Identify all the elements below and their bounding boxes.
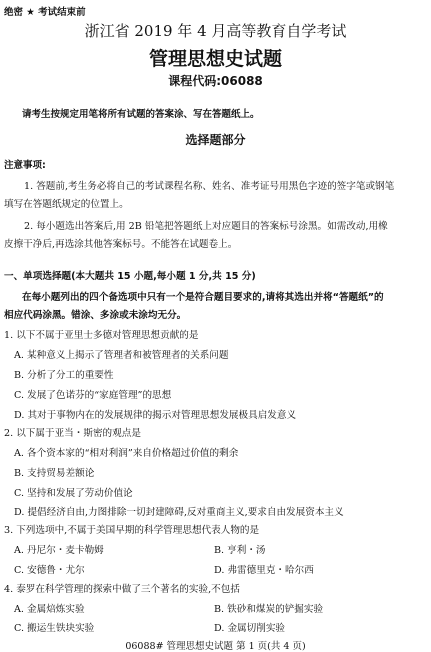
question-3-stem: 3. 下列选项中,不属于美国早期的科学管理思想代表人物的是 xyxy=(4,525,260,536)
note-item-2-line-2: 皮擦干净后,再选涂其他答案标号。不能答在试题卷上。 xyxy=(4,239,238,250)
question-3-option-b: B. 亨利・汤 xyxy=(214,545,266,556)
note-item-2-line-1: 2. 每小题选出答案后,用 2B 铅笔把答题纸上对应题目的答案标号涂黑。如需改动,用橡 xyxy=(24,221,388,232)
question-1-stem: 1. 以下不属于亚里士多德对管理思想贡献的是 xyxy=(4,330,199,341)
question-4-option-c: C. 搬运生铁块实验 xyxy=(14,623,95,634)
question-1-option-d: D. 其对于事物内在的发展规律的揭示对管理思想发展极具启发意义 xyxy=(14,410,297,421)
question-4-stem: 4. 泰罗在科学管理的探索中做了三个著名的实验,不包括 xyxy=(4,584,240,595)
question-4-option-d: D. 金属切削实验 xyxy=(214,623,286,634)
part-one-instruction-line-1: 在每小题列出的四个备选项中只有一个是符合题目要求的,请将其选出并将“答题纸”的 xyxy=(22,292,384,303)
question-2-option-a: A. 各个资本家的“相对利润”来自价格超过价值的剩余 xyxy=(14,448,239,459)
note-item-1-line-1: 1. 答题前,考生务必将自己的考试课程名称、姓名、准考证号用黑色字迹的签字笔或钢笔 xyxy=(24,181,395,192)
page-footer: 06088# 管理思想史试题 第 1 页(共 4 页) xyxy=(125,641,306,652)
exam-title: 浙江省 2019 年 4 月高等教育自学考试 xyxy=(84,22,347,40)
question-4-option-a: A. 金属焙炼实验 xyxy=(14,604,85,615)
question-1-option-c: C. 发展了色诺芬的“家庭管理”的思想 xyxy=(14,390,172,401)
subject-title: 管理思想史试题 xyxy=(148,48,282,70)
question-1-option-a: A. 某种意义上揭示了管理者和被管理者的关系问题 xyxy=(14,350,229,361)
question-2-option-c: C. 坚持和发展了劳动价值论 xyxy=(14,488,133,499)
question-3-option-c: C. 安德鲁・尤尔 xyxy=(14,565,85,576)
part-one-instruction-line-2: 相应代码涂黑。错涂、多涂或未涂均无分。 xyxy=(4,310,187,321)
question-2-option-b: B. 支持贸易差额论 xyxy=(14,468,95,479)
question-1-option-b: B. 分析了分工的重要性 xyxy=(14,370,114,381)
confidential-label: 绝密 ★ 考试结束前 xyxy=(4,7,86,18)
question-2-stem: 2. 以下属于亚当・斯密的观点是 xyxy=(4,428,141,439)
course-code: 课程代码:06088 xyxy=(168,74,263,88)
question-2-option-d: D. 提倡经济自由,力图排除一切封建障碍,反对重商主义,要求自由发展资本主义 xyxy=(14,507,344,518)
question-3-option-a: A. 丹尼尔・麦卡勒姆 xyxy=(14,545,104,556)
question-3-option-d: D. 弗雷德里克・哈尔西 xyxy=(214,565,314,576)
question-4-option-b: B. 铁砂和煤炭的铲掘实验 xyxy=(214,604,324,615)
notes-heading: 注意事项: xyxy=(4,160,46,171)
section-title: 选择题部分 xyxy=(185,133,246,147)
part-one-title: 一、单项选择题(本大题共 15 小题,每小题 1 分,共 15 分) xyxy=(4,271,256,282)
note-item-1-line-2: 填写在答题纸规定的位置上。 xyxy=(4,199,129,210)
answer-notice: 请考生按规定用笔将所有试题的答案涂、写在答题纸上。 xyxy=(22,109,260,120)
